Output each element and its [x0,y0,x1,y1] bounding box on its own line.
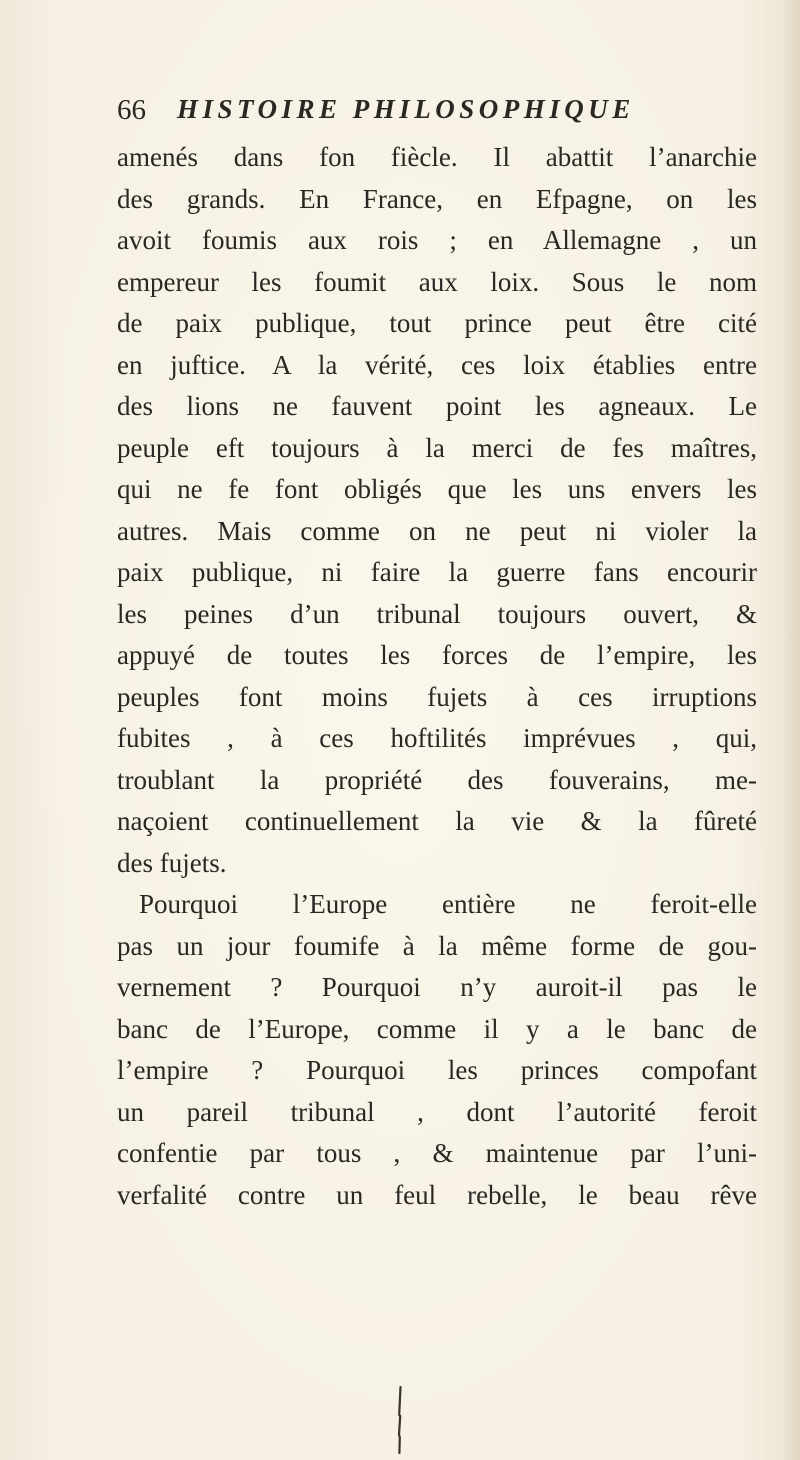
page-number: 66 [117,94,146,126]
text-line: vernement ? Pourquoi n’y auroit-il pas le [117,972,757,1002]
body-text [117,137,757,1216]
running-head [117,94,757,134]
paragraph-first-line: Pourquoi l’Europe entière ne feroit-elle [139,889,757,919]
ink-mark [397,1385,403,1455]
text-line: pas un jour foumife à la même forme de gou- [117,930,757,961]
text-line: autres. Mais comme on ne peut ni violer la [117,515,757,546]
text-line: naçoient continuellement la vie & la fûreté [117,806,757,836]
text-line: l’empire ? Pourquoi les princes compofant [117,1055,757,1085]
text-line: paix publique, ni faire la guerre fans encourir [117,557,757,587]
text-line: des grands. En France, en Efpagne, on les [117,183,757,214]
page-edge-shadow [782,0,800,1460]
text-line: empereur les foumit aux loix. Sous le nom [117,266,757,297]
text-line: en juftice. A la vérité, ces loix établies entre [117,349,757,380]
text-line: qui ne fe font obligés que les uns envers les [117,474,757,504]
text-line: les peines d’un tribunal toujours ouvert, & [117,598,757,629]
text-line: un pareil tribunal , dont l’autorité feroit [117,1096,757,1127]
text-line: fubites , à ces hoftilités imprévues , qui, [117,723,757,753]
text-line: avoit foumis aux rois ; en Allemagne , un [117,225,757,255]
text-line: confentie par tous , & maintenue par l’uni- [117,1138,757,1168]
text-line: verfalité contre un feul rebelle, le beau rêve [117,1179,757,1210]
text-line: peuples font moins fujets à ces irruptions [117,681,757,712]
text-line: troublant la propriété des fouverains, me- [117,764,757,795]
text-line: de paix publique, tout prince peut être cité [117,308,757,338]
text-line: amenés dans fon fiècle. Il abattit l’anarchie [117,142,757,172]
paragraph-last-line: des fujets. [117,847,227,878]
running-head-title: HISTOIRE PHILOSOPHIQUE [177,94,635,124]
text-line: des lions ne fauvent point les agneaux. Le [117,391,757,421]
text-line: banc de l’Europe, comme il y a le banc de [117,1013,757,1044]
text-line: peuple eft toujours à la merci de fes maîtres, [117,432,757,463]
text-line: appuyé de toutes les forces de l’empire, les [117,640,757,670]
